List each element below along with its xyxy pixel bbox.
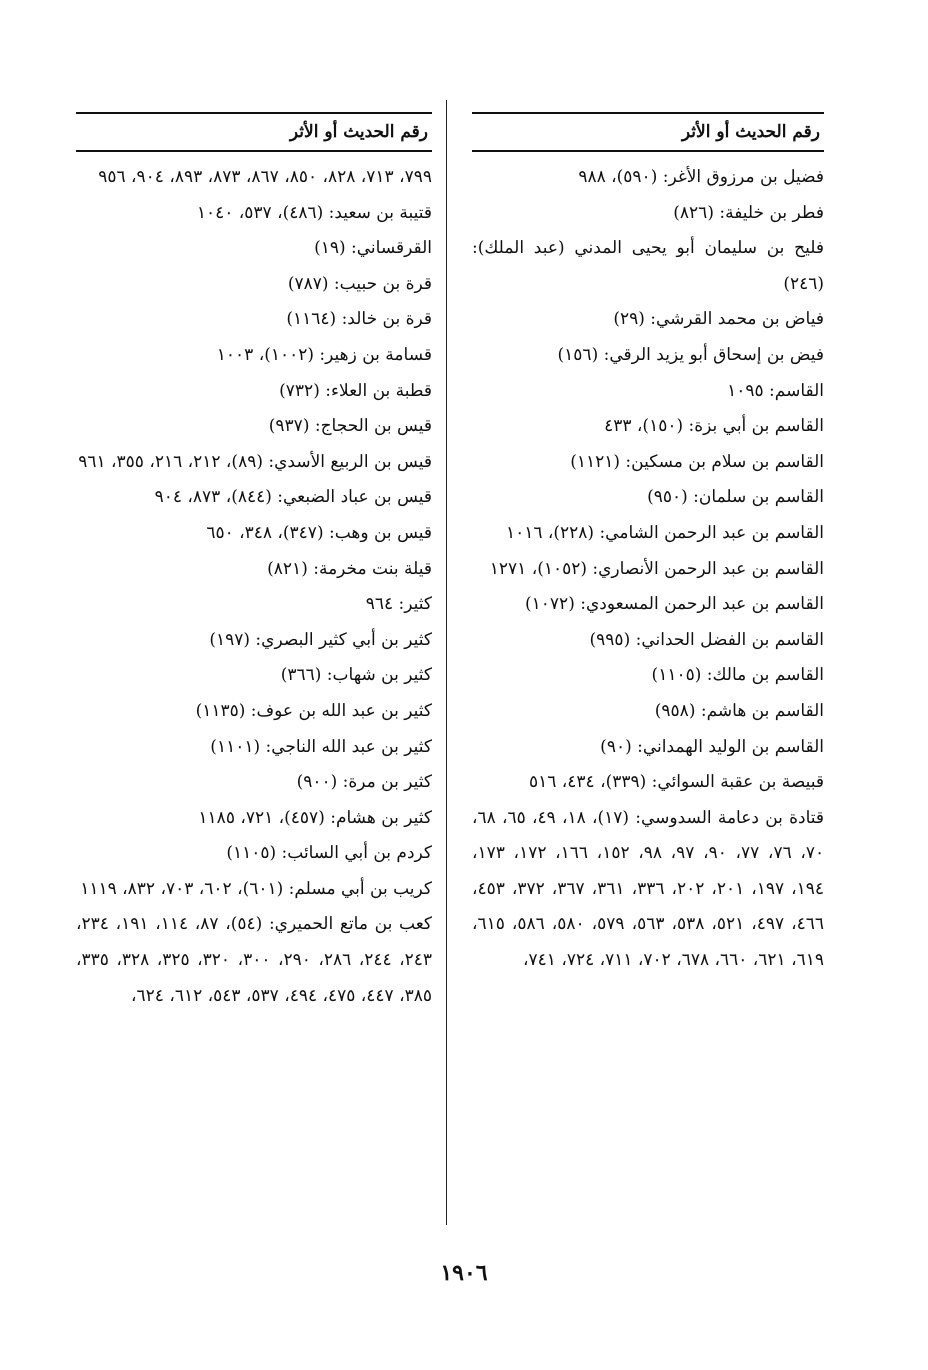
index-entry: القاسم بن الفضل الحداني: (٩٩٥) <box>589 629 824 650</box>
index-entry: القاسم بن عبد الرحمن الشامي: (٢٢٨)، ١٠١٦ <box>505 522 824 543</box>
index-entry: قبيصة بن عقبة السوائي: (٣٣٩)، ٤٣٤، ٥١٦ <box>529 772 824 793</box>
index-entry: كثير بن أبي كثير البصري: (١٩٧) <box>209 629 432 650</box>
index-entry: قتادة بن دعامة السدوسي: (١٧)، ١٨، ٤٩، ٦٥، ٦٨، ٧٠، ٧٦، ٧٧، ٩٠، ٩٧، ٩٨، ١٥٢، ١٦٦، ١٧٢، ١٧٣، ١٩٤، ١٩٧، ٢٠١، ٢٠٢، ٣٣٦، ٣٦١، ٣٦٧، ٣٧٢، ٤٥٣، ٤٦٦، ٤٩٧، ٥٢١، ٥٣٨، ٥٦٣، ٥٧٩، ٥٨٠، ٥٨٦، ٦١٥، ٦١٩، ٦٢١، ٦٦٠، ٦٧٨، ٧٠٢، ٧١١، ٧٢٤، ٧٤١، <box>472 807 825 971</box>
index-entry: القاسم بن سلمان: (٩٥٠) <box>647 487 824 508</box>
index-entry: القاسم بن أبي بزة: (١٥٠)، ٤٣٣ <box>604 416 824 437</box>
index-entry: فليح بن سليمان أبو يحيى المدني (عبد الملك): (٢٤٦) <box>472 238 824 294</box>
index-entry: القرقساني: (١٩) <box>314 238 432 259</box>
index-entry: كثير: ٩٦٤ <box>365 594 432 615</box>
index-entry: كردم بن أبي السائب: (١١٠٥) <box>226 843 432 864</box>
index-entry: كثير بن شهاب: (٣٦٦) <box>280 665 432 686</box>
left-column <box>76 112 432 1014</box>
index-entry: قسامة بن زهير: (١٠٠٢)، ١٠٠٣ <box>216 344 432 365</box>
index-entry: قيلة بنت مخرمة: (٨٢١) <box>267 558 432 579</box>
index-entry: القاسم بن سلام بن مسكين: (١١٢١) <box>570 451 824 472</box>
left-column-entries <box>76 160 432 1014</box>
index-entry: القاسم بن مالك: (١١٠٥) <box>651 665 824 686</box>
right-column-entries <box>472 160 824 979</box>
index-entry: القاسم بن الوليد الهمداني: (٩٠) <box>600 736 824 757</box>
index-entry: قرة بن حبيب: (٧٨٧) <box>287 273 432 294</box>
index-entry: قيس بن الحجاج: (٩٣٧) <box>268 416 432 437</box>
index-entry: قطبة بن العلاء: (٧٣٢) <box>279 380 432 401</box>
index-entry: قرة بن خالد: (١١٦٤) <box>286 309 432 330</box>
index-entry: كثير بن عبد الله بن عوف: (١١٣٥) <box>195 700 432 721</box>
index-entry: كثير بن هشام: (٤٥٧)، ٧٢١، ١١٨٥ <box>198 807 432 828</box>
index-entry: ٧٩٩، ٧١٣، ٨٢٨، ٨٥٠، ٨٦٧، ٨٧٣، ٨٩٣، ٩٠٤، ٩٥٦ <box>98 167 432 187</box>
page-number: ١٩٠٦ <box>440 1260 488 1286</box>
index-entry: كثير بن مرة: (٩٠٠) <box>296 772 432 793</box>
index-entry: القاسم بن هاشم: (٩٥٨) <box>654 700 824 721</box>
index-entry: كريب بن أبي مسلم: (٦٠١)، ٦٠٢، ٧٠٣، ٨٣٢، ١١١٩ <box>80 878 432 899</box>
index-entry: قتيبة بن سعيد: (٤٨٦)، ٥٣٧، ١٠٤٠ <box>196 202 432 223</box>
right-column <box>472 112 824 979</box>
index-entry: كعب بن ماتع الحميري: (٥٤)، ٨٧، ١١٤، ١٩١، ٢٣٤، ٢٤٣، ٢٤٤، ٢٨٦، ٢٩٠، ٣٠٠، ٣٢٠، ٣٢٥، ٣٢٨، ٣٣٥، ٣٨٥، ٤٤٧، ٤٧٥، ٤٩٤، ٥٣٧، ٥٤٣، ٦١٢، ٦٢٤، <box>76 914 433 1006</box>
right-column-header: رقم الحديث أو الأثر <box>472 112 824 152</box>
index-entry: كثير بن عبد الله الناجي: (١١٠١) <box>210 736 432 757</box>
index-entry: القاسم: ١٠٩٥ <box>727 380 824 401</box>
index-entry: فياض بن محمد القرشي: (٢٩) <box>613 309 824 330</box>
index-entry: فطر بن خليفة: (٨٢٦) <box>673 202 824 223</box>
index-entry: القاسم بن عبد الرحمن الأنصاري: (١٠٥٢)، ١٢٧١ <box>489 558 824 579</box>
index-entry: فيض بن إسحاق أبو يزيد الرقي: (١٥٦) <box>557 344 824 365</box>
index-entry: القاسم بن عبد الرحمن المسعودي: (١٠٧٢) <box>525 594 824 615</box>
index-entry: قيس بن عباد الضبعي: (٨٤٤)، ٨٧٣، ٩٠٤ <box>154 487 432 508</box>
left-column-header: رقم الحديث أو الأثر <box>76 112 432 152</box>
index-entry: قيس بن وهب: (٣٤٧)، ٣٤٨، ٦٥٠ <box>206 522 432 543</box>
index-entry: قيس بن الربيع الأسدي: (٨٩)، ٢١٢، ٢١٦، ٣٥٥، ٩٦١ <box>78 451 432 472</box>
column-divider <box>446 100 447 1225</box>
index-entry: فضيل بن مرزوق الأغر: (٥٩٠)، ٩٨٨ <box>578 167 824 187</box>
